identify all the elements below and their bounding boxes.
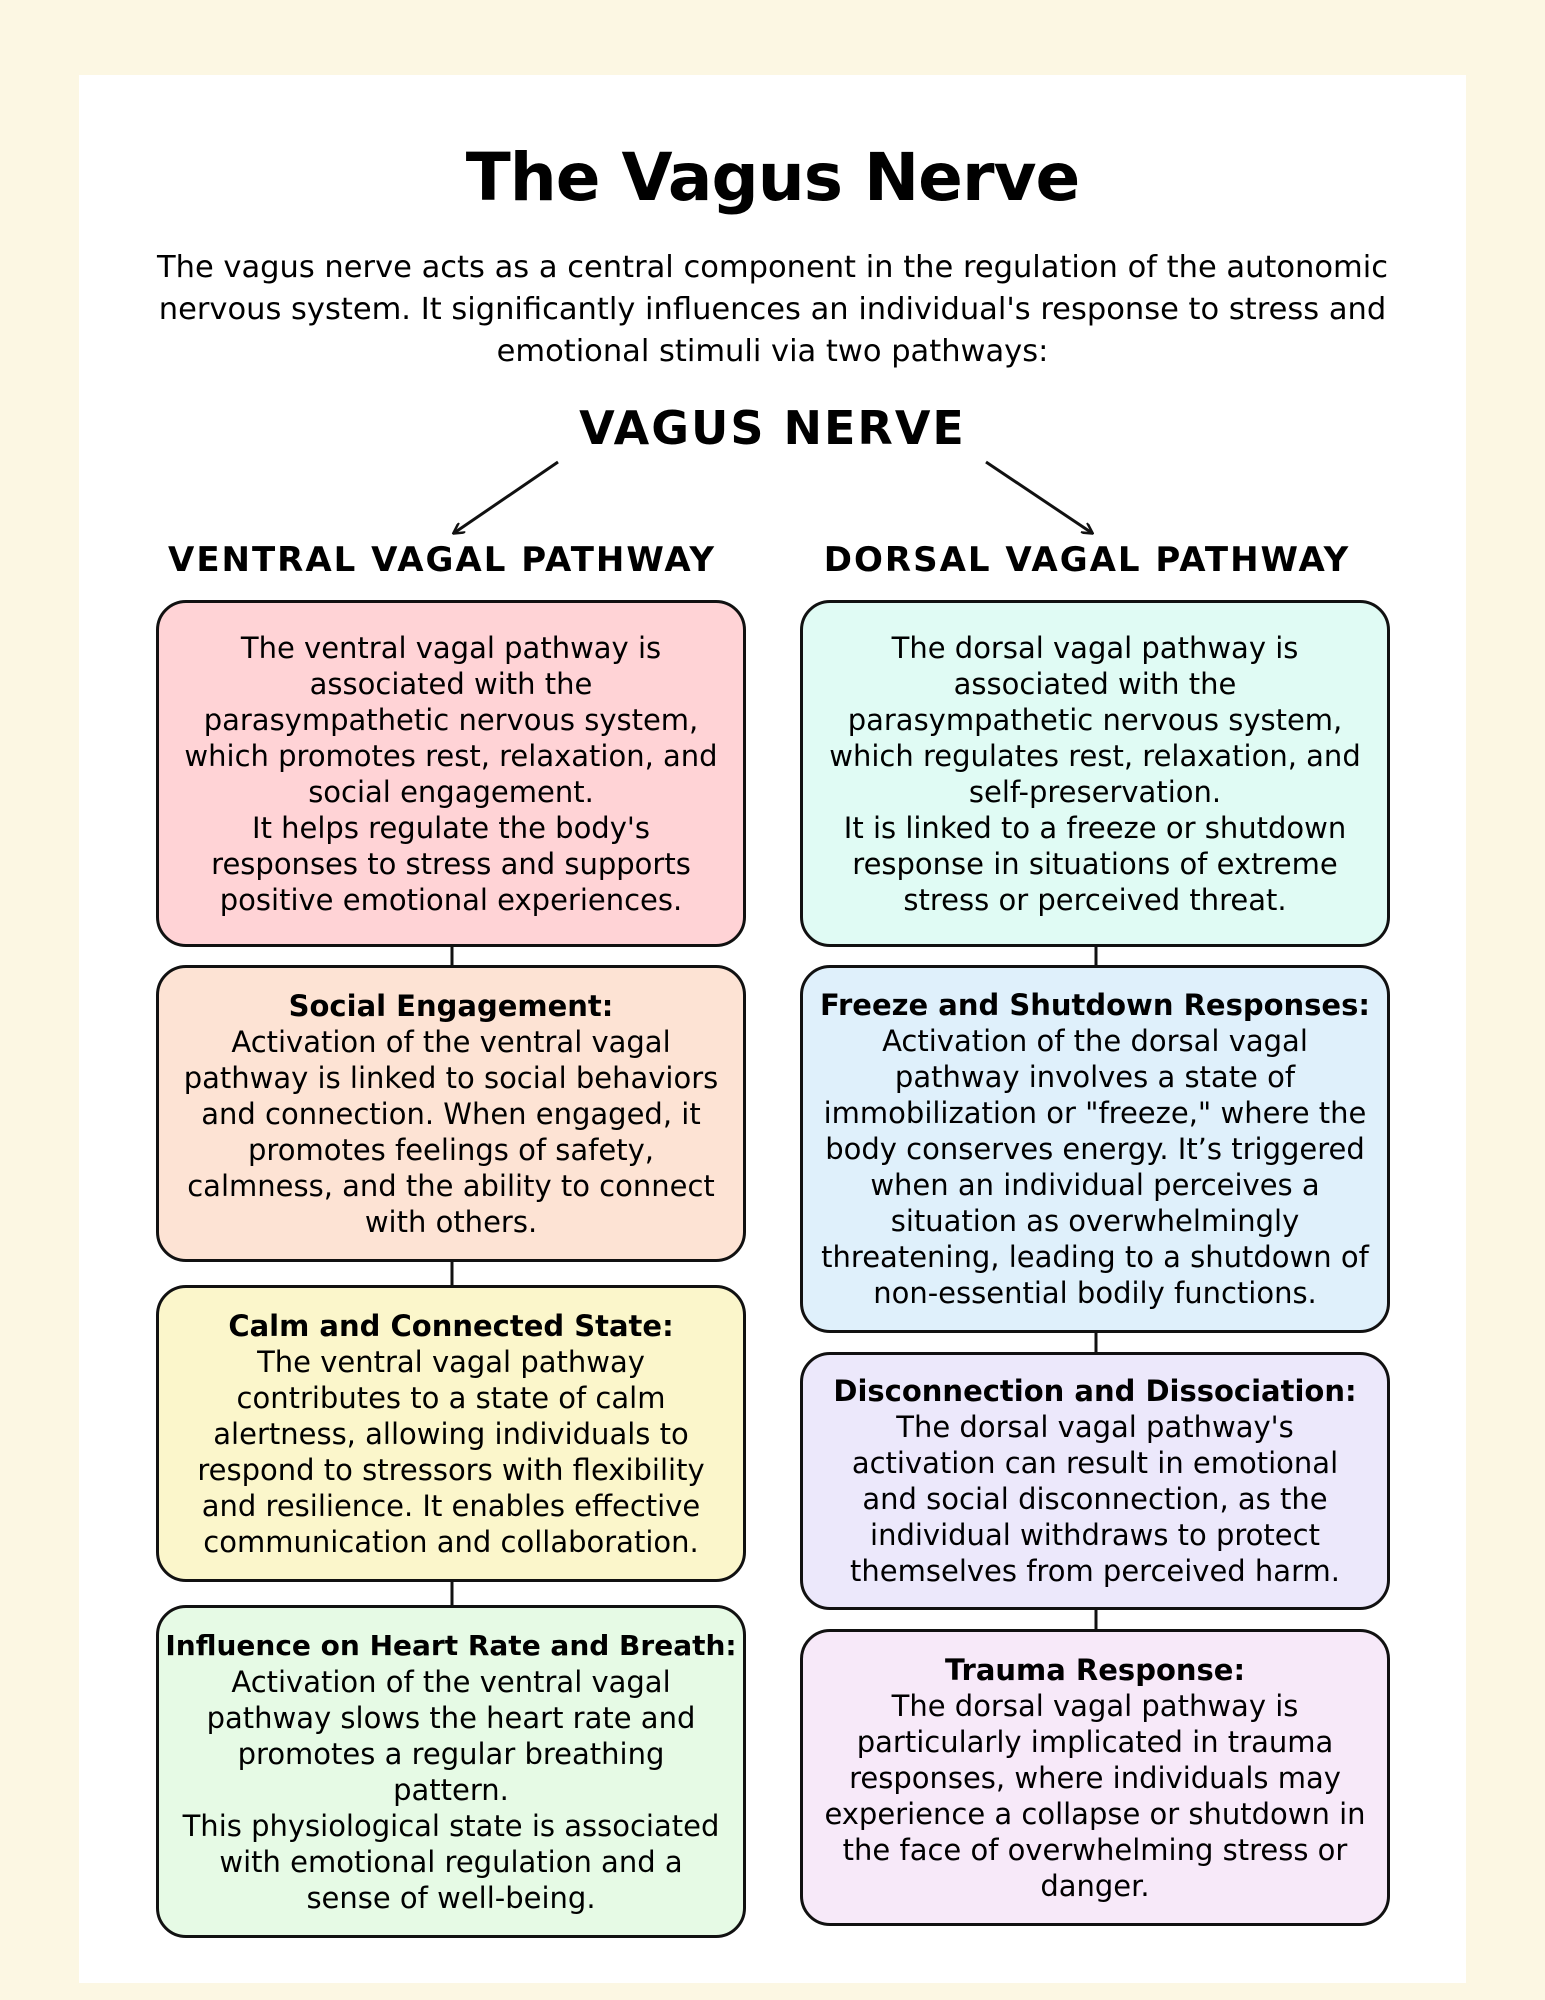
box-line: danger. — [1040, 1868, 1150, 1903]
box-line: individual withdraws to protect — [870, 1518, 1320, 1552]
calm-connected-box — [156, 1285, 746, 1582]
box-line: the face of overwhelming stress or — [842, 1832, 1348, 1867]
box-line: and social disconnection, as the — [862, 1482, 1328, 1516]
root-node-label: VAGUS NERVE — [579, 401, 966, 455]
box-line: positive emotional experiences. — [219, 882, 683, 917]
intro-line: nervous system. It significantly influences an individual's response to stress and — [158, 292, 1387, 327]
box-line: pathway slows the heart rate and — [206, 1700, 696, 1735]
box-line: It is linked to a freeze or shutdown — [843, 810, 1347, 845]
freeze-shutdown-box — [800, 965, 1390, 1333]
box-title: Trauma Response: — [944, 1652, 1246, 1687]
box-line: sense of well-being. — [306, 1880, 596, 1915]
box-line: The dorsal vagal pathway is — [891, 630, 1299, 665]
box-line: alertness, allowing individuals to — [213, 1416, 689, 1451]
box-line: calmness, and the ability to connect — [187, 1168, 715, 1203]
heart-rate-breath-box — [156, 1605, 746, 1938]
box-line: stress or perceived threat. — [903, 882, 1287, 917]
box-title: Social Engagement: — [288, 988, 614, 1023]
box-title: Disconnection and Dissociation: — [833, 1374, 1357, 1408]
box-line: with emotional regulation and a — [219, 1844, 683, 1879]
social-engagement-box — [156, 965, 746, 1262]
box-line: promotes a regular breathing — [237, 1736, 665, 1771]
box-line: responses to stress and supports — [211, 846, 691, 881]
content-card — [79, 75, 1466, 1983]
box-line: responses, where individuals may — [849, 1760, 1341, 1795]
box-line: activation can result in emotional — [851, 1446, 1339, 1480]
box-line: The ventral vagal pathway is — [240, 630, 662, 665]
box-line: associated with the — [309, 666, 593, 701]
box-title: Freeze and Shutdown Responses: — [820, 988, 1370, 1022]
ventral-overview-box — [156, 600, 746, 947]
box-line: immobilization or "freeze," where the — [823, 1096, 1367, 1130]
box-line: pattern. — [393, 1772, 509, 1807]
intro-line: The vagus nerve acts as a central component in the regulation of the autonomic — [157, 250, 1388, 285]
ventral-pathway-heading: VENTRAL VAGAL PATHWAY — [168, 540, 716, 580]
box-line: which promotes rest, relaxation, and — [184, 738, 718, 773]
box-line: non-essential bodily functions. — [873, 1276, 1317, 1310]
box-line: parasympathetic nervous system, — [847, 702, 1343, 737]
dorsal-pathway-heading: DORSAL VAGAL PATHWAY — [823, 540, 1351, 580]
box-line: respond to stressors with flexibility — [197, 1452, 705, 1487]
box-line: social engagement. — [308, 774, 594, 809]
box-line: threatening, leading to a shutdown of — [821, 1240, 1369, 1274]
box-line: parasympathetic nervous system, — [203, 702, 699, 737]
box-line: Activation of the ventral vagal — [231, 1664, 671, 1699]
box-title: Influence on Heart Rate and Breath: — [165, 1628, 737, 1662]
box-line: It helps regulate the body's — [252, 810, 650, 845]
intro-line: emotional stimuli via two pathways: — [496, 334, 1049, 369]
box-title: Calm and Connected State: — [228, 1308, 674, 1343]
box-line: The dorsal vagal pathway's — [896, 1410, 1294, 1444]
box-line: Activation of the dorsal vagal — [882, 1024, 1308, 1058]
box-line: themselves from perceived harm. — [850, 1554, 1340, 1588]
box-line: which regulates rest, relaxation, and — [829, 738, 1361, 773]
box-line: promotes feelings of safety, — [248, 1132, 654, 1167]
box-line: Activation of the ventral vagal — [231, 1024, 671, 1059]
arrow-to-ventral — [454, 462, 558, 533]
box-line: and connection. When engaged, it — [201, 1096, 701, 1131]
box-line: communication and collaboration. — [203, 1524, 699, 1559]
disconnection-dissociation-box — [800, 1352, 1390, 1610]
box-line: pathway involves a state of — [894, 1060, 1296, 1094]
box-line: experience a collapse or shutdown in — [824, 1796, 1366, 1831]
box-line: with others. — [364, 1204, 538, 1239]
page-title: The Vagus Nerve — [465, 139, 1080, 216]
box-line: pathway is linked to social behaviors — [183, 1060, 719, 1095]
box-line: particularly implicated in trauma — [856, 1724, 1334, 1759]
box-line: contributes to a state of calm — [236, 1380, 666, 1415]
box-line: The ventral vagal pathway — [257, 1344, 645, 1379]
box-line: when an individual perceives a — [870, 1168, 1320, 1202]
box-line: The dorsal vagal pathway is — [891, 1688, 1299, 1723]
box-line: associated with the — [953, 666, 1237, 701]
trauma-response-box — [800, 1629, 1390, 1926]
box-line: This physiological state is associated — [182, 1808, 720, 1843]
arrow-to-dorsal — [986, 462, 1092, 533]
box-line: situation as overwhelmingly — [890, 1204, 1300, 1238]
box-line: body conserves energy. It’s triggered — [825, 1132, 1365, 1166]
box-line: self-preservation. — [968, 774, 1222, 809]
box-line: response in situations of extreme — [852, 846, 1338, 881]
dorsal-overview-box — [800, 600, 1390, 947]
box-line: and resilience. It enables effective — [201, 1488, 701, 1523]
